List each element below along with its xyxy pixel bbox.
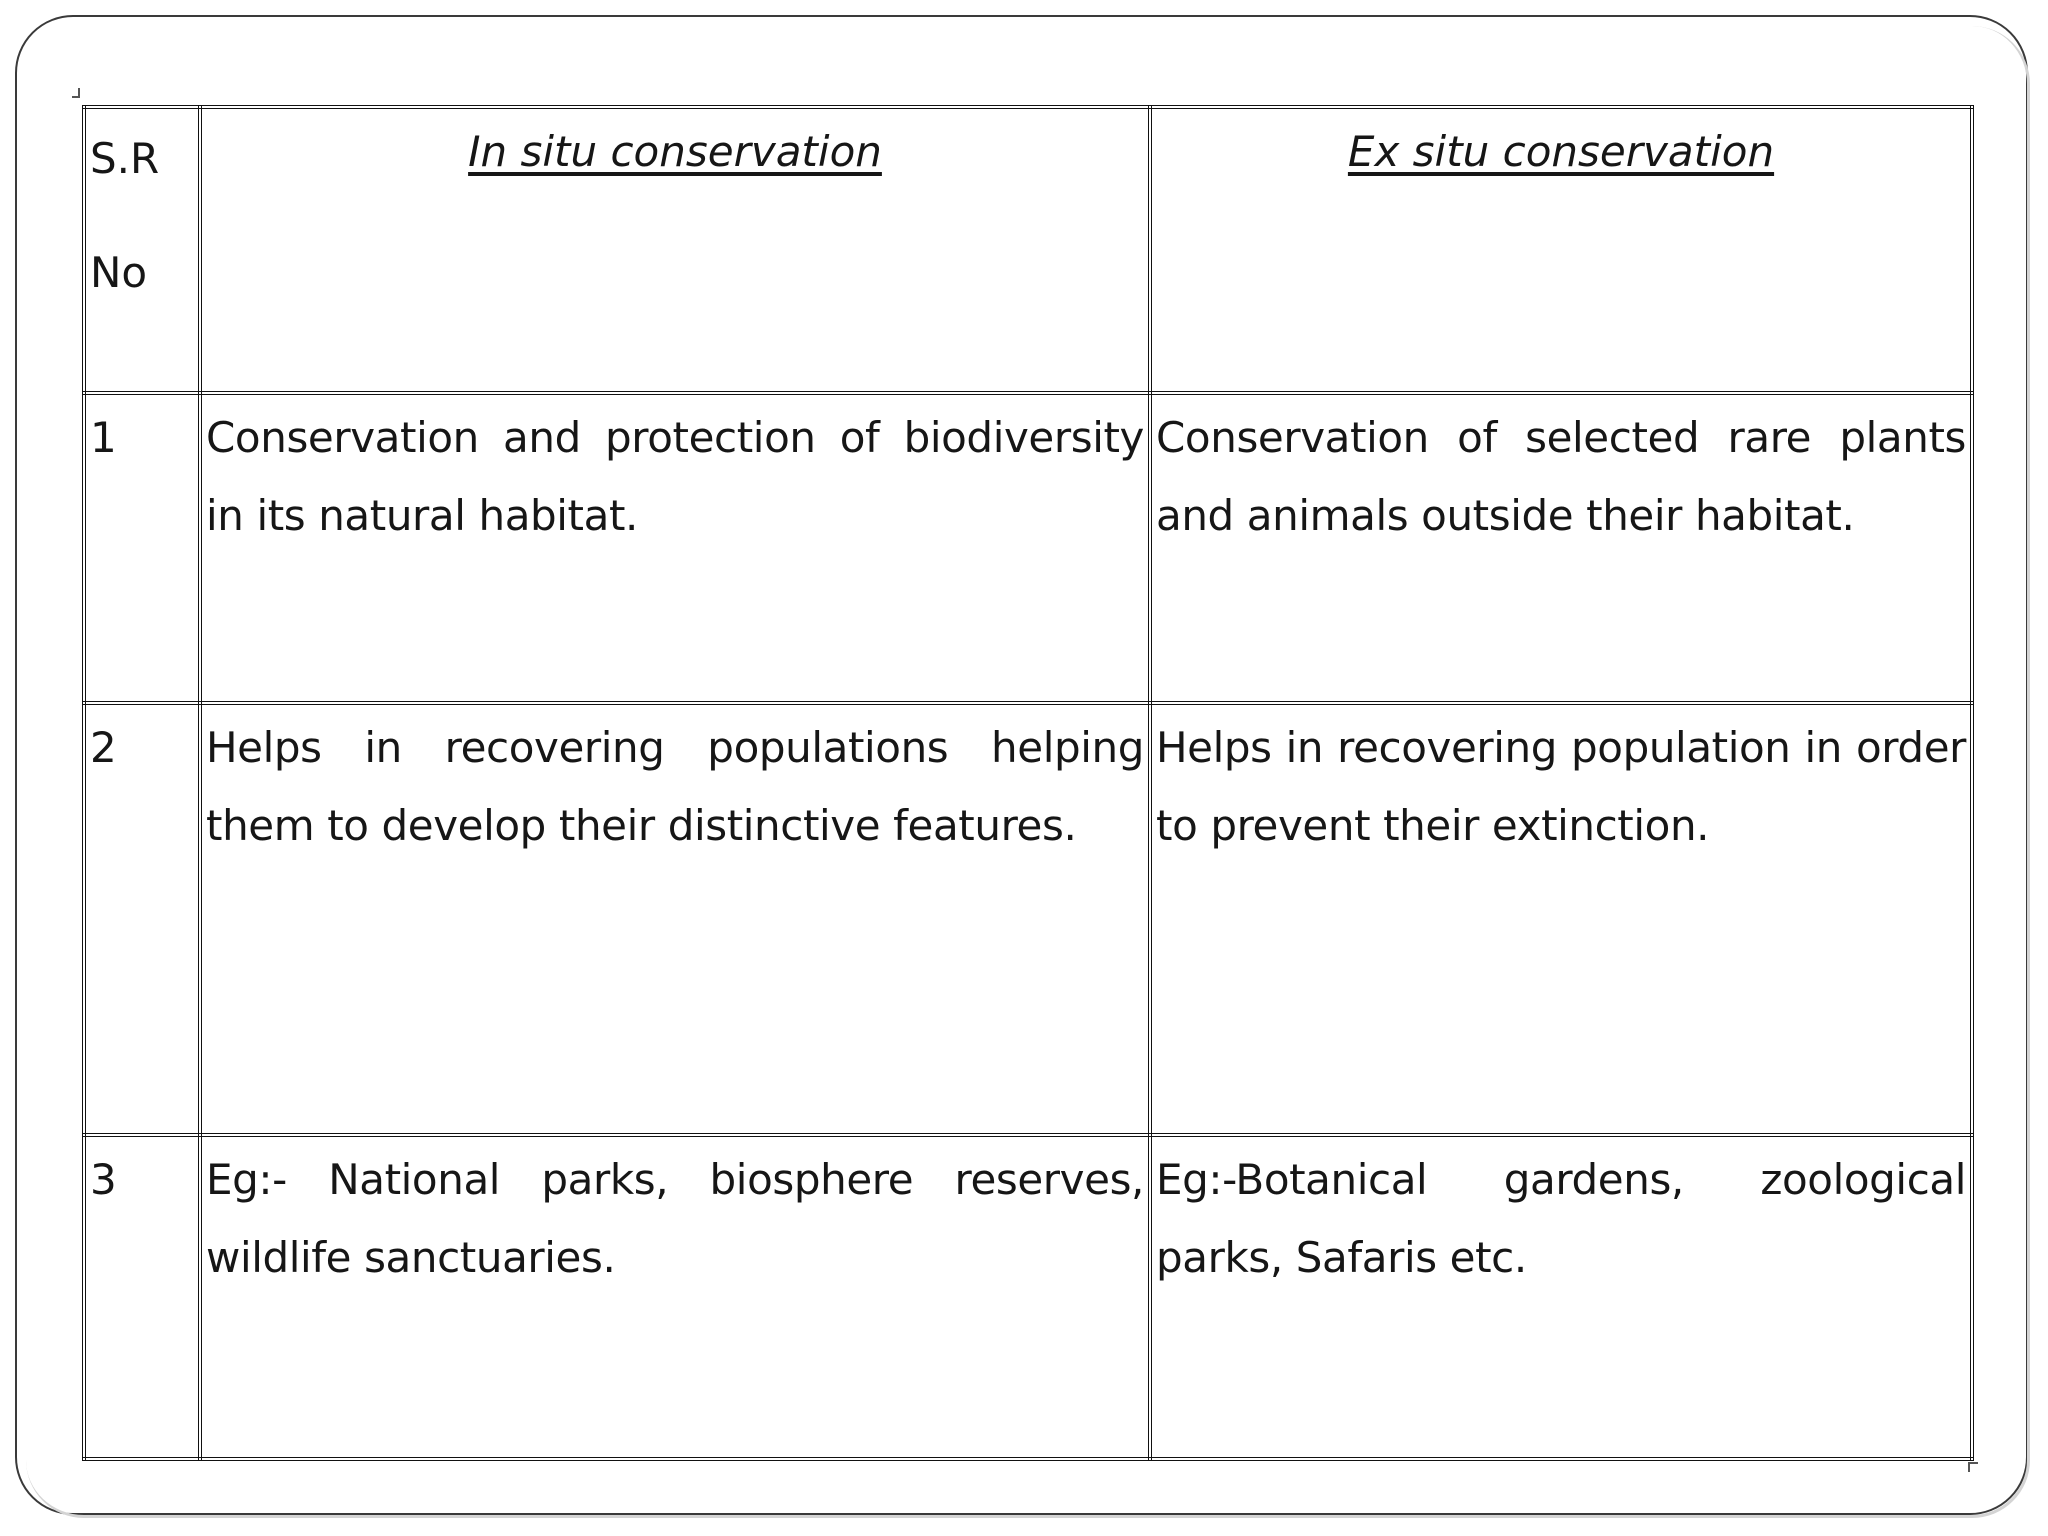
table-row: [84, 703, 1972, 1135]
in-situ-header: In situ conservation: [200, 107, 1150, 393]
table-row: [84, 393, 1972, 703]
crop-mark-top-left: [72, 88, 80, 98]
in-situ-cell: Eg:- National parks, biosphere reserves, wildlife sanctuaries.: [200, 1135, 1150, 1459]
table-header-row: [84, 107, 1972, 393]
ex-situ-header: Ex situ conservation: [1150, 107, 1972, 393]
serial-number-cell: 3: [84, 1135, 200, 1459]
serial-header-line-1: S.R: [90, 134, 160, 183]
crop-mark-bottom-right: [1968, 1462, 1978, 1472]
serial-number-cell: 1: [84, 393, 200, 703]
table-row: [84, 1135, 1972, 1459]
serial-number-header: [84, 107, 200, 393]
ex-situ-cell: Eg:-Botanical gardens, zoological parks, Safaris etc.: [1150, 1135, 1972, 1459]
serial-number-cell: 2: [84, 703, 200, 1135]
in-situ-cell: Conservation and protection of biodiversity in its natural habitat.: [200, 393, 1150, 703]
serial-header-line-2: No: [90, 248, 148, 297]
ex-situ-cell: Helps in recovering population in order to prevent their extinction.: [1150, 703, 1972, 1135]
in-situ-cell: Helps in recovering populations helping them to develop their distinctive features.: [200, 703, 1150, 1135]
conservation-comparison-table: [82, 105, 1974, 1461]
ex-situ-cell: Conservation of selected rare plants and animals outside their habitat.: [1150, 393, 1972, 703]
